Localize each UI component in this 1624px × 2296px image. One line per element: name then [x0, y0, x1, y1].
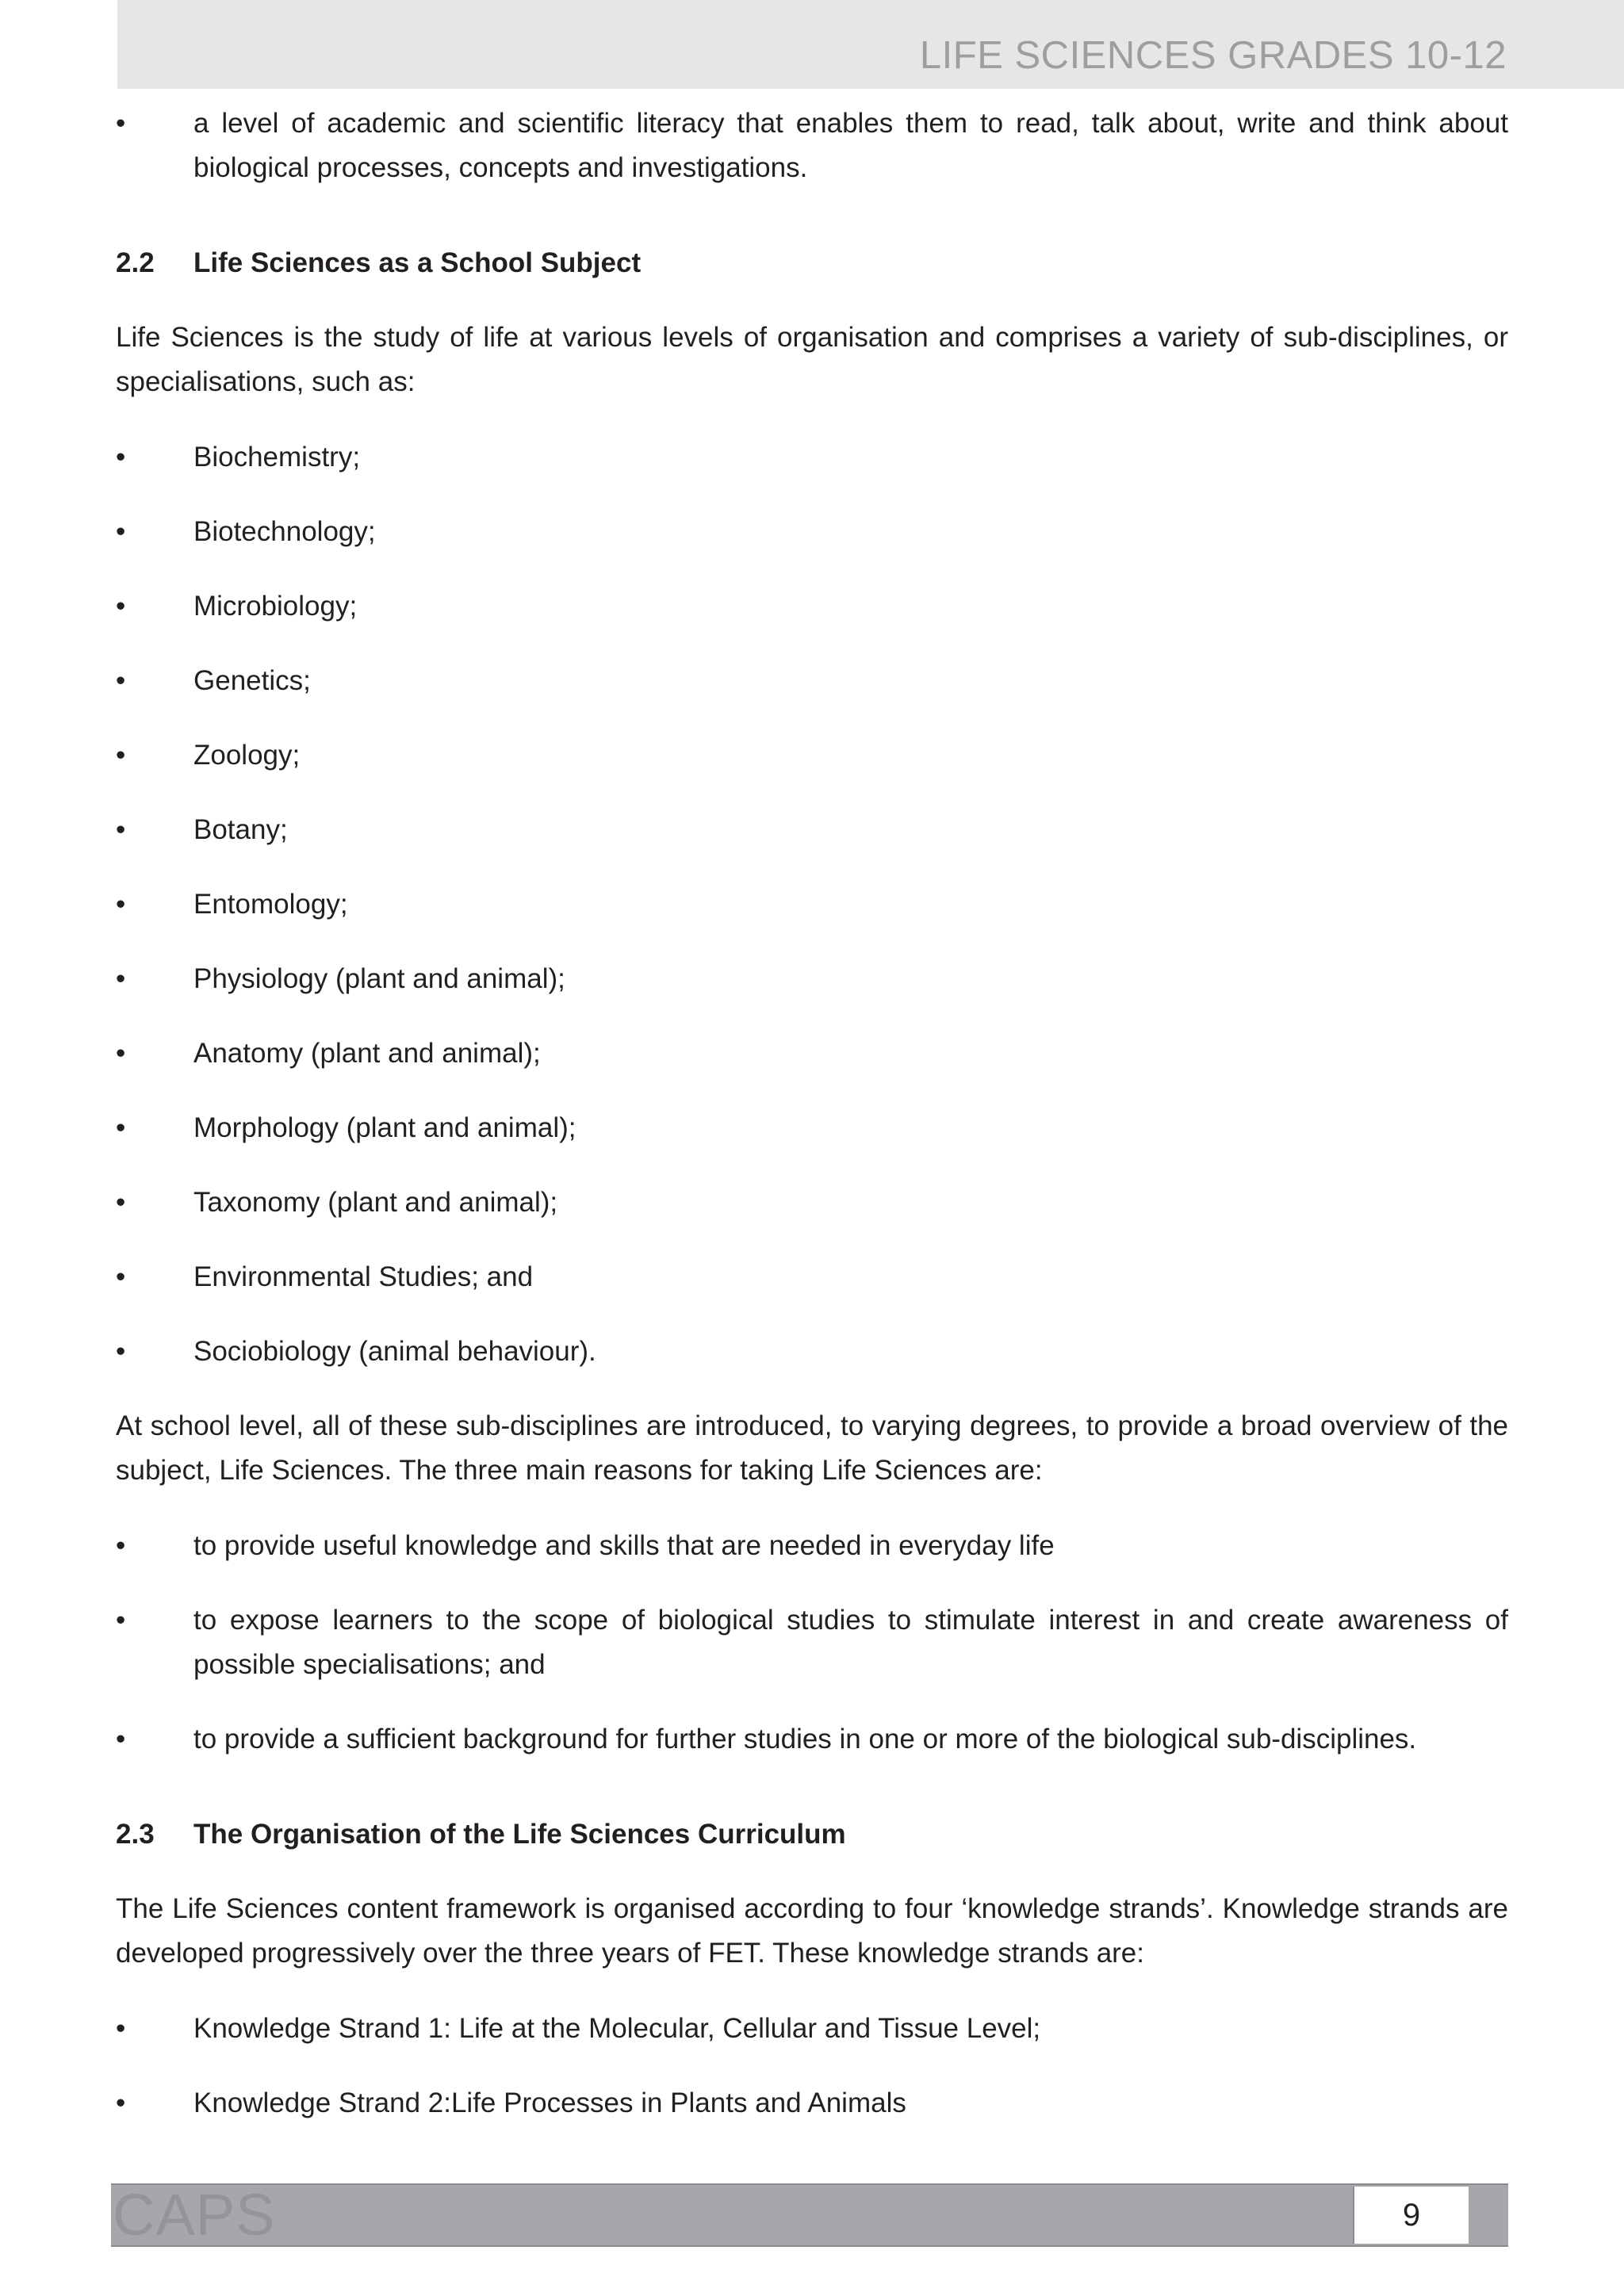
bullet-icon: • [116, 1336, 126, 1367]
list-item [116, 733, 1508, 778]
list-item-text: Biotechnology; [193, 516, 376, 547]
list-item [116, 882, 1508, 927]
bullet-icon: • [116, 1038, 126, 1069]
section-heading [116, 241, 1508, 285]
bullet-icon: • [116, 1112, 126, 1143]
list-item-text: Physiology (plant and animal); [193, 963, 565, 994]
paragraph: The Life Sciences content framework is organised according to four ‘knowledge strands’. Knowledge strands are developed progressively over the three years of FET. These knowledge strands are: [116, 1893, 1508, 1969]
bullet-icon: • [116, 665, 126, 696]
list-item [116, 2081, 1508, 2126]
list-item-text: to expose learners to the scope of biological studies to stimulate interest in and create awareness of possible specialisations; and [193, 1605, 1508, 1680]
list-item [116, 1106, 1508, 1150]
list-item [116, 808, 1508, 852]
list-item-text: Genetics; [193, 665, 311, 696]
section-title: Life Sciences as a School Subject [193, 247, 642, 278]
list-item [116, 1524, 1508, 1568]
list-item-text: Taxonomy (plant and animal); [193, 1187, 558, 1218]
list-item [116, 584, 1508, 629]
list-item-text: Morphology (plant and animal); [193, 1112, 576, 1143]
list-item-text: Anatomy (plant and animal); [193, 1038, 541, 1069]
list-item-text: Zoology; [193, 740, 301, 771]
list-item-text: Biochemistry; [193, 442, 361, 473]
paragraph: Life Sciences is the study of life at various levels of organisation and comprises a variety of sub-disciplines, or specialisations, such as: [116, 322, 1508, 397]
list-item [116, 510, 1508, 554]
list-item [116, 435, 1508, 480]
list-item [116, 1598, 1508, 1687]
bullet-icon: • [116, 516, 126, 547]
list-item [116, 2007, 1508, 2051]
list-item [116, 1181, 1508, 1225]
bullet-icon: • [116, 1605, 126, 1636]
bullet-icon: • [116, 1530, 126, 1561]
bullet-icon: • [116, 2087, 126, 2118]
list-item-text: Botany; [193, 814, 288, 845]
list-item [116, 957, 1508, 1001]
list-item [116, 101, 1508, 190]
list-item-text: Entomology; [193, 889, 348, 920]
header-bar [117, 0, 1624, 89]
section-heading [116, 1812, 1508, 1857]
list-item-text: Sociobiology (animal behaviour). [193, 1336, 596, 1367]
bullet-icon: • [116, 1724, 126, 1755]
bullet-icon: • [116, 442, 126, 473]
list-item-text: Knowledge Strand 2:Life Processes in Plants and Animals [193, 2087, 906, 2118]
header-title: LIFE SCIENCES GRADES 10-12 [919, 34, 1507, 77]
bullet-icon: • [116, 740, 126, 771]
page-number: 9 [1353, 2187, 1469, 2244]
list-item [116, 1255, 1508, 1299]
bullet-icon: • [116, 591, 126, 622]
list-item [116, 1031, 1508, 1076]
list-item-text: to provide useful knowledge and skills that are needed in everyday life [193, 1530, 1055, 1561]
list-item [116, 1717, 1508, 1762]
section-number: 2.3 [116, 1819, 155, 1850]
list-item [116, 659, 1508, 703]
footer-bar [111, 2183, 1508, 2247]
list-item-text: a level of academic and scientific literacy that enables them to read, talk about, write and think about biological processes, concepts and investigations. [193, 108, 1508, 183]
bullet-icon: • [116, 1187, 126, 1218]
bullet-icon: • [116, 889, 126, 920]
list-item-text: Microbiology; [193, 591, 358, 622]
bullet-icon: • [116, 108, 126, 139]
bullet-icon: • [116, 814, 126, 845]
paragraph: At school level, all of these sub-disciplines are introduced, to varying degrees, to provide a broad overview of the subject, Life Sciences. The three main reasons for taking Life Sciences are: [116, 1410, 1508, 1486]
list-item-text: to provide a sufficient background for further studies in one or more of the biological sub-disciplines. [193, 1724, 1417, 1755]
bullet-icon: • [116, 2013, 126, 2044]
page-content [116, 101, 1508, 2156]
list-item-text: Knowledge Strand 1: Life at the Molecular, Cellular and Tissue Level; [193, 2013, 1041, 2044]
section-number: 2.2 [116, 247, 155, 278]
bullet-icon: • [116, 963, 126, 994]
footer-caps-label: CAPS [113, 2182, 276, 2248]
list-item [116, 1330, 1508, 1374]
bullet-icon: • [116, 1261, 126, 1292]
list-item-text: Environmental Studies; and [193, 1261, 534, 1292]
section-title: The Organisation of the Life Sciences Curriculum [193, 1819, 846, 1850]
